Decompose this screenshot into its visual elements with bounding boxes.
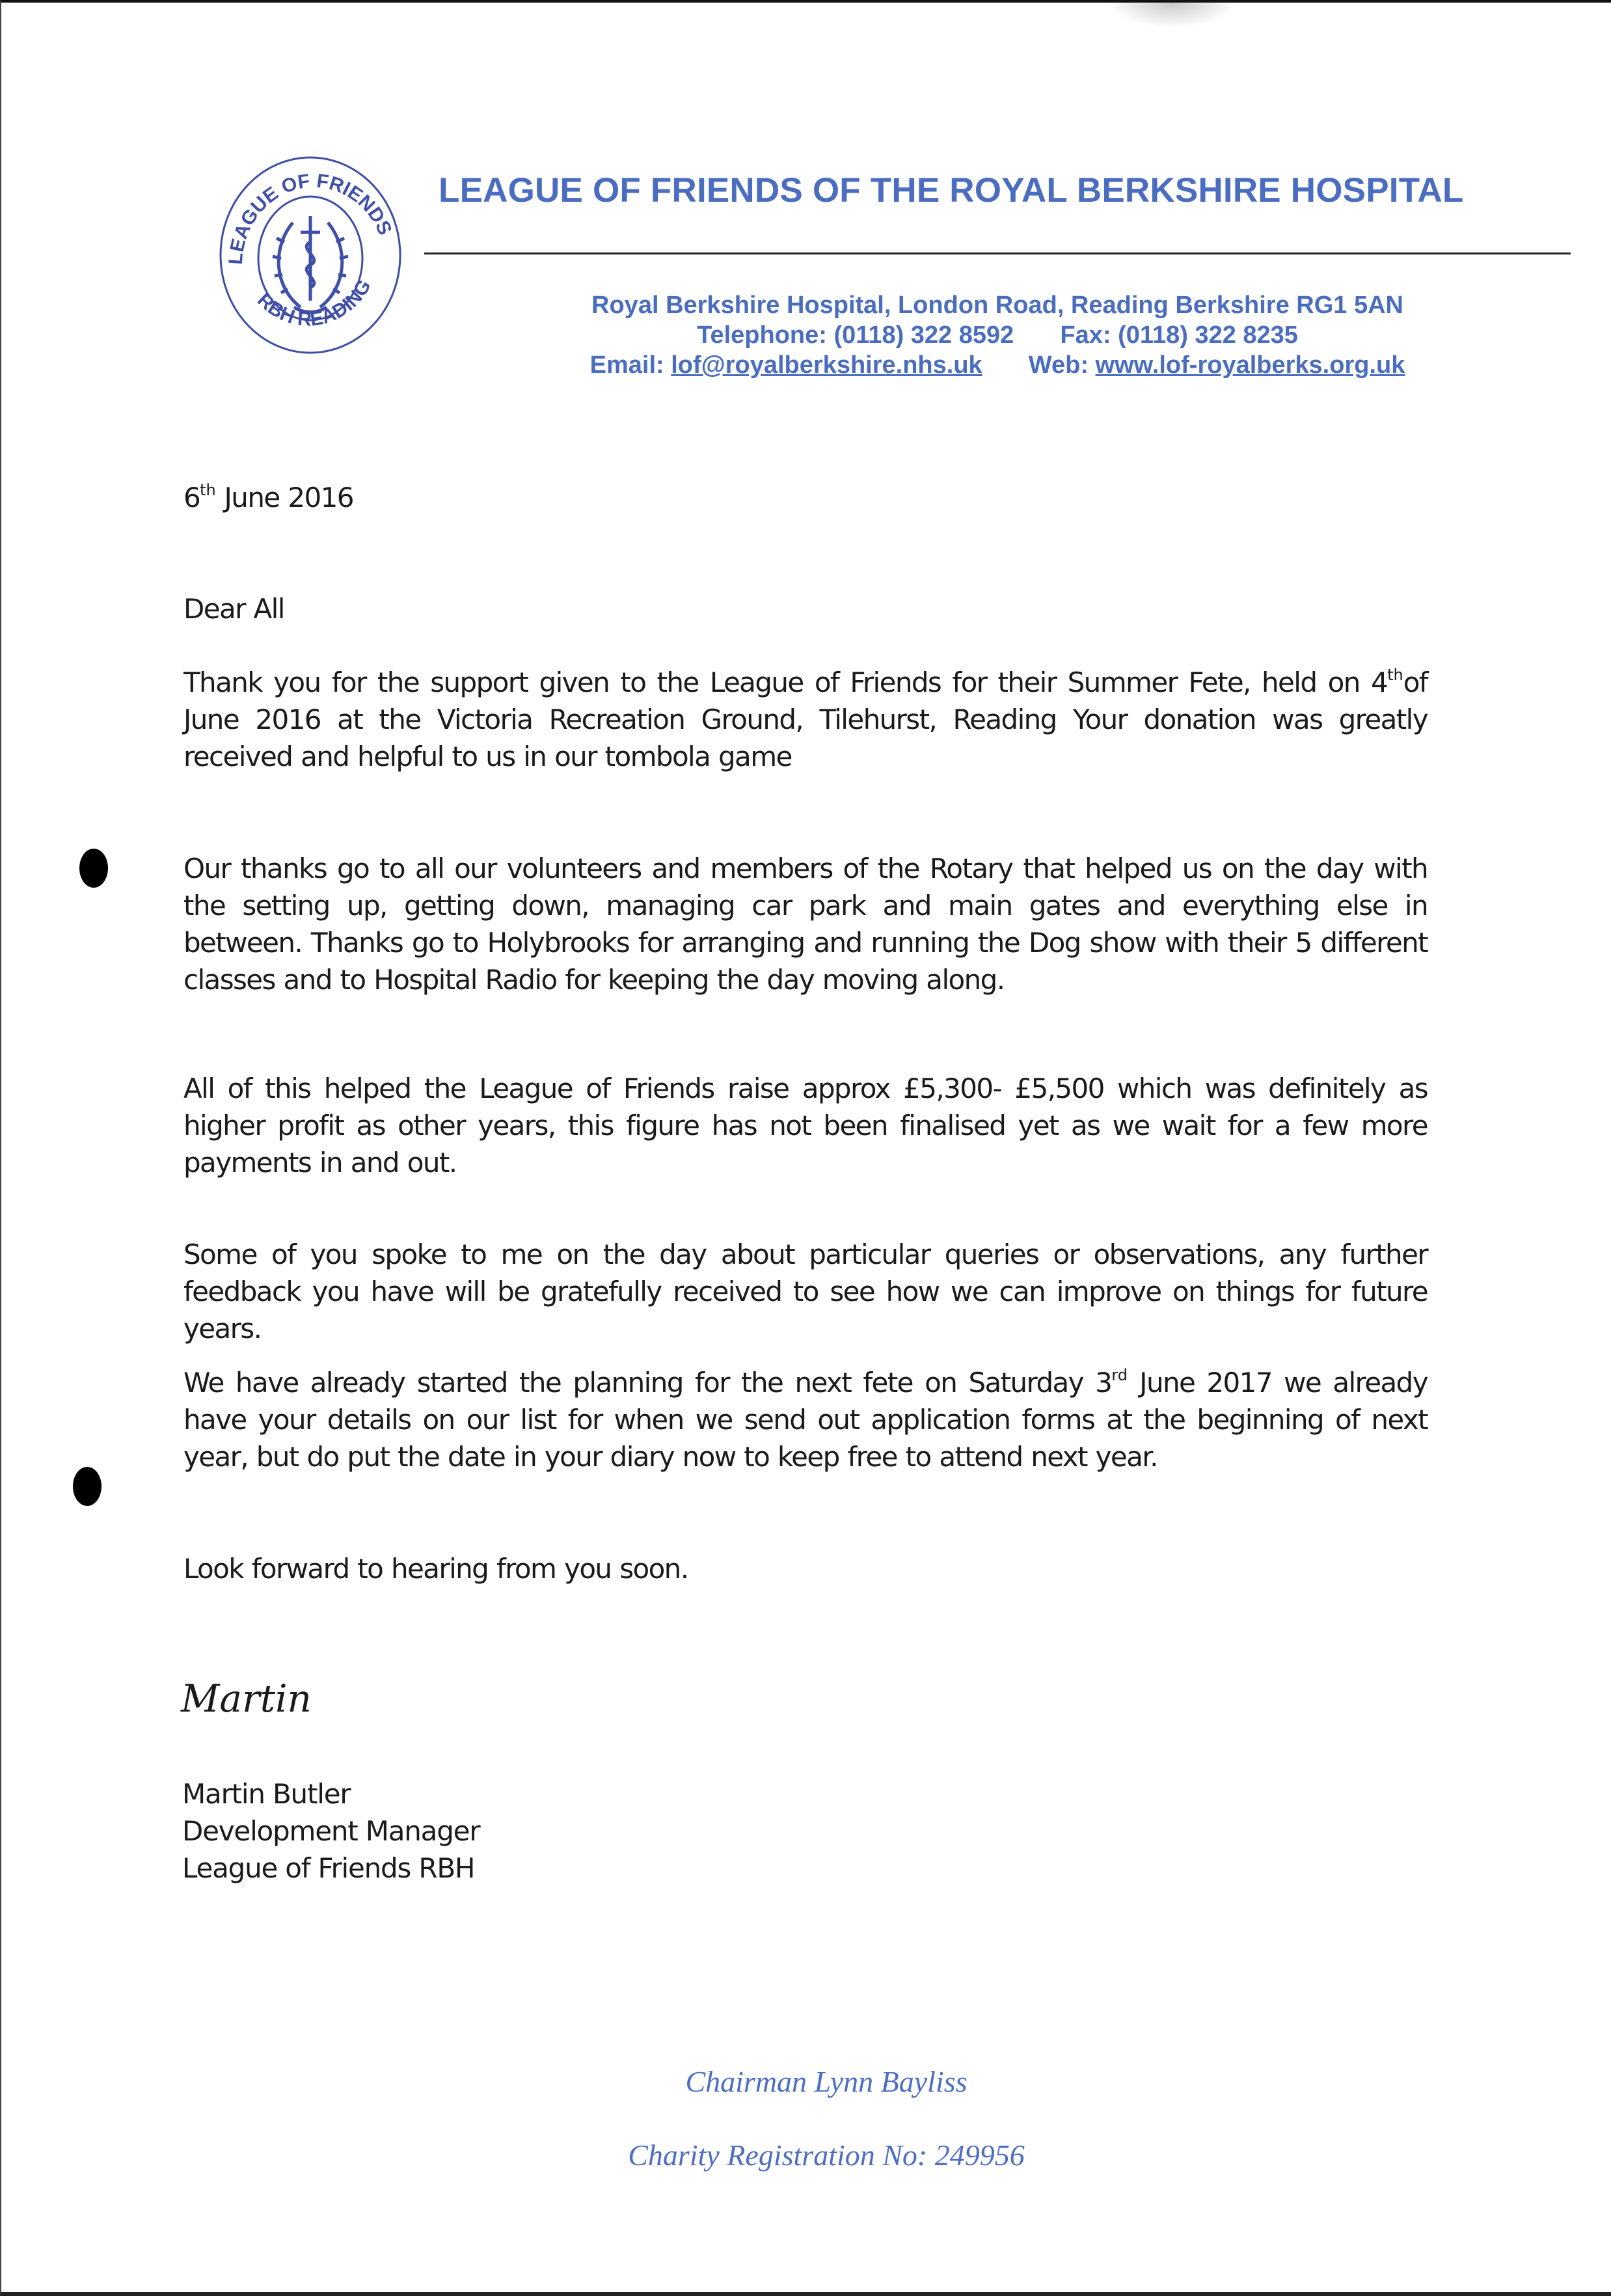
telephone-number: (0118) 322 8592 [833, 321, 1014, 349]
organization-title: LEAGUE OF FRIENDS OF THE ROYAL BERKSHIRE HOSPITAL [439, 171, 1464, 210]
fax-label: Fax: [1060, 321, 1111, 349]
footer-chairman: Chairman Lynn Bayliss [685, 2065, 968, 2098]
paragraph-text: Some of you spoke to me on the day about particular queries or observations, any further feedback you have will be gratefully received to see how we can improve on things for future years. [183, 1238, 1428, 1345]
header-divider [424, 253, 1571, 254]
signoff-title: Development Manager [182, 1815, 480, 1847]
phone-fax-line [424, 321, 1571, 349]
punch-hole-mark [73, 1467, 102, 1506]
logo-top-text: LEAGUE OF FRIENDS [224, 170, 396, 266]
logo-bottom-text: RBH READING [253, 276, 375, 331]
paragraph-text: Thank you for the support given to the League of Friends for their Summer Fete, held on 4 [183, 666, 1388, 698]
email-web-line [424, 351, 1571, 379]
email-link[interactable]: lof@royalberkshire.nhs.uk [671, 351, 982, 379]
date-day: 6 [183, 482, 200, 513]
salutation: Dear All [183, 593, 284, 625]
telephone-label: Telephone: [697, 321, 827, 349]
paragraph-next-fete [183, 1364, 1428, 1475]
paragraph-feedback [183, 1236, 1428, 1347]
paragraph-text: of June 2016 at the Victoria Recreation Ground, Tilehurst, Reading Your donation was greatly received and helpful to us in our tombola game [183, 666, 1428, 772]
website-link[interactable]: www.lof-royalberks.org.uk [1095, 351, 1405, 379]
punch-hole-mark [79, 849, 108, 888]
address-line: Royal Berkshire Hospital, London Road, Reading Berkshire RG1 5AN [591, 292, 1403, 319]
paragraph-text: June 2017 we already have your details on our list for when we send out application forms at the beginning of next year, but do put the date in your diary now to keep free to attend next year. [183, 1367, 1428, 1473]
signoff-block [182, 1775, 480, 1887]
date-month-year: June 2016 [224, 482, 353, 513]
caduceus-wreath-icon [273, 216, 348, 312]
league-of-friends-logo-icon [216, 151, 405, 359]
paragraph-thanks [183, 664, 1428, 775]
ordinal-suffix: th [1387, 666, 1403, 684]
paragraph-fundraising [183, 1070, 1428, 1181]
paragraph-text: We have already started the planning for the next fete on Saturday 3 [183, 1367, 1112, 1399]
closing-line [183, 1550, 1428, 1587]
paragraph-text: All of this helped the League of Friends raise approx £5,300- £5,500 which was definitely as higher profit as other years, this figure has not been finalised yet as we wait for a few more payments in and out. [183, 1073, 1428, 1179]
signoff-organization: League of Friends RBH [182, 1852, 475, 1884]
date-suffix: th [200, 481, 216, 499]
scan-smudge [1107, 3, 1238, 29]
fax-number: (0118) 322 8235 [1118, 321, 1298, 349]
letter-date [183, 479, 1428, 516]
handwritten-signature: Martin [181, 1676, 312, 1721]
footer-charity-number: Charity Registration No: 249956 [628, 2139, 1025, 2172]
signoff-name: Martin Butler [182, 1778, 351, 1810]
web-label: Web: [1028, 351, 1089, 379]
paragraph-volunteers [183, 850, 1428, 998]
paragraph-text: Look forward to hearing from you soon. [183, 1553, 688, 1585]
paragraph-text: Our thanks go to all our volunteers and members of the Rotary that helped us on the day with the setting up, getting down, managing car park and main gates and everything else in between. Thanks go to Holybrooks for arranging and running the Dog show with their 5 different classes and to Hospital Radio for keeping the day moving along. [183, 853, 1428, 996]
ordinal-suffix: rd [1111, 1366, 1128, 1384]
email-label: Email: [589, 351, 664, 379]
